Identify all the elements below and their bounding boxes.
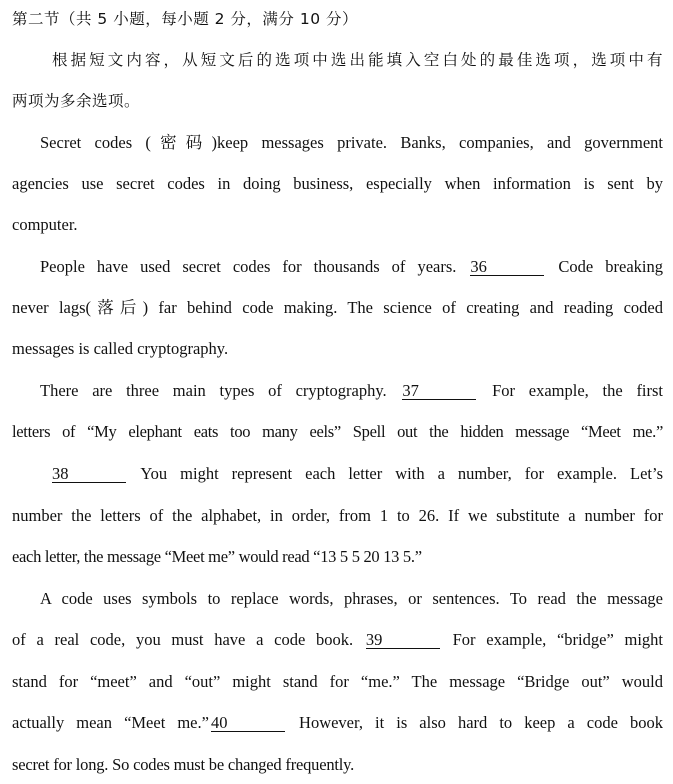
p1-line-2: agencies use secret codes in doing business, especially when information is sent by — [12, 174, 663, 193]
p4-line-1 — [50, 464, 663, 484]
p3-line-2: letters of “My elephant eats too many eels” Spell out the hidden message “Meet me.” — [12, 422, 663, 441]
p3-line-1-text-b: For example, the first — [492, 381, 664, 400]
p5-line-5: secret for long. So codes must be changed frequently. — [12, 755, 355, 774]
instructions-line-1: 根据短文内容，从短文后的选项中选出能填入空白处的最佳选项，选项中有 — [52, 51, 663, 69]
p4-line-1-text: You might represent each letter with a number, for example. Let’s — [140, 464, 663, 483]
p2-line-1-text: People have used secret codes for thousands of years. — [40, 257, 457, 276]
section-header: 第二节（共 5 小题，每小题 2 分，满分 10 分） — [12, 10, 359, 28]
blank-39[interactable]: 39 — [366, 631, 440, 649]
p3-line-1 — [40, 381, 663, 401]
p4-line-3: each letter, the message “Meet me” would read “13 5 5 20 13 5.” — [12, 547, 422, 566]
p5-line-2 — [12, 630, 663, 650]
p2-line-1-text-b: Code breaking — [558, 257, 663, 276]
blank-36[interactable]: 36 — [470, 258, 544, 276]
p5-line-2-text: of a real code, you must have a code book. — [12, 630, 354, 649]
p5-line-4-text-b: However, it is also hard to keep a code book — [299, 713, 663, 732]
p2-line-2: never lags(落后) far behind code making. The science of creating and reading coded — [12, 298, 663, 317]
p4-line-2: number the letters of the alphabet, in order, from 1 to 26. If we substitute a number for — [12, 506, 663, 525]
instructions-line-2: 两项为多余选项。 — [12, 92, 141, 110]
p2-line-1 — [40, 257, 663, 277]
p5-line-4-text: actually mean “Meet me.” — [12, 713, 209, 732]
p1-line-1: Secret codes (密码)keep messages private. Banks, companies, and government — [40, 133, 663, 152]
p2-line-3: messages is called cryptography. — [12, 339, 229, 358]
blank-38[interactable]: 38 — [52, 465, 126, 483]
p1-line-3: computer. — [12, 215, 78, 234]
p3-line-1-text: There are three main types of cryptography. — [40, 381, 387, 400]
blank-40[interactable]: 40 — [211, 714, 285, 732]
p5-line-2-text-b: For example, “bridge” might — [452, 630, 664, 649]
p5-line-3: stand for “meet” and “out” might stand for “me.” The message “Bridge out” would — [12, 672, 663, 691]
p5-line-4 — [12, 713, 663, 733]
p5-line-1: A code uses symbols to replace words, phrases, or sentences. To read the message — [40, 589, 663, 608]
blank-37[interactable]: 37 — [402, 382, 476, 400]
